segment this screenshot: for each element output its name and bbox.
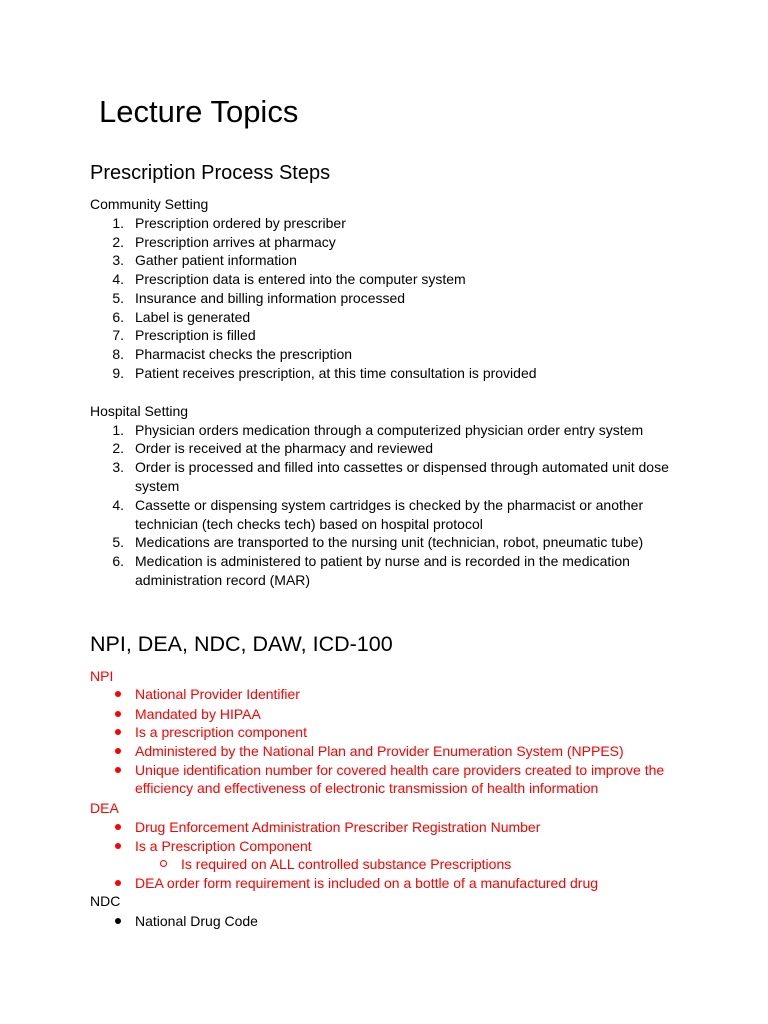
list-number: 8.	[112, 346, 124, 362]
bullet-icon	[115, 691, 121, 697]
list-number: 9.	[112, 365, 124, 381]
hospital-setting-label: Hospital Setting	[90, 403, 189, 419]
bullet-icon	[115, 767, 121, 773]
bullet-icon	[115, 711, 121, 717]
bullet-icon	[115, 748, 121, 754]
list-item: Is a prescription component	[135, 724, 307, 740]
list-number: 6.	[112, 553, 124, 569]
list-number: 2.	[112, 440, 124, 456]
community-setting-label: Community Setting	[90, 196, 209, 212]
bullet-icon	[115, 918, 121, 924]
list-number: 1.	[112, 422, 124, 438]
list-item-continuation: system	[135, 478, 180, 494]
list-item: Order is processed and filled into cassettes or dispensed through automated unit dose	[135, 459, 669, 475]
list-number: 7.	[112, 327, 124, 343]
list-item: National Drug Code	[135, 913, 258, 929]
list-item-nested: Is required on ALL controlled substance Prescriptions	[181, 856, 512, 872]
list-item: Medications are transported to the nursing unit (technician, robot, pneumatic tube)	[135, 534, 644, 550]
bullet-icon	[115, 729, 121, 735]
list-number: 5.	[112, 290, 124, 306]
list-number: 2.	[112, 234, 124, 250]
dea-label: DEA	[90, 800, 119, 816]
list-item: Unique identification number for covered health care providers created to improve the	[135, 762, 665, 778]
list-item: Cassette or dispensing system cartridges is checked by the pharmacist or another	[135, 497, 644, 513]
list-item: Is a Prescription Component	[135, 838, 312, 854]
list-number: 1.	[112, 215, 124, 231]
list-number: 4.	[112, 497, 124, 513]
list-item-continuation: administration record (MAR)	[135, 572, 311, 588]
list-item: Prescription data is entered into the computer system	[135, 271, 466, 287]
list-number: 4.	[112, 271, 124, 287]
section-heading-npi-dea-ndc: NPI, DEA, NDC, DAW, ICD-100	[90, 632, 393, 656]
npi-label: NPI	[90, 668, 114, 684]
list-item: Administered by the National Plan and Provider Enumeration System (NPPES)	[135, 743, 624, 759]
list-item: National Provider Identifier	[135, 686, 300, 702]
list-item-continuation: technician (tech checks tech) based on hospital protocol	[135, 516, 483, 532]
bullet-icon	[115, 824, 121, 830]
list-item: Label is generated	[135, 309, 251, 325]
list-item: Mandated by HIPAA	[135, 706, 261, 722]
list-item: Drug Enforcement Administration Prescriber Registration Number	[135, 819, 541, 835]
list-item: Patient receives prescription, at this time consultation is provided	[135, 365, 537, 381]
section-heading-prescription-process: Prescription Process Steps	[90, 162, 331, 184]
bullet-icon	[115, 843, 121, 849]
hollow-bullet-icon	[160, 860, 167, 867]
list-item: Gather patient information	[135, 252, 297, 268]
list-item: Pharmacist checks the prescription	[135, 346, 353, 362]
bullet-icon	[115, 880, 121, 886]
document-title: Lecture Topics	[99, 94, 299, 129]
list-item: Prescription is filled	[135, 327, 256, 343]
list-item: DEA order form requirement is included on a bottle of a manufactured drug	[135, 875, 599, 891]
list-item: Prescription arrives at pharmacy	[135, 234, 336, 250]
list-item: Medication is administered to patient by nurse and is recorded in the medication	[135, 553, 630, 569]
list-item: Prescription ordered by prescriber	[135, 215, 346, 231]
list-number: 5.	[112, 534, 124, 550]
list-item: Physician orders medication through a computerized physician order entry system	[135, 422, 644, 438]
list-item: Order is received at the pharmacy and reviewed	[135, 440, 434, 456]
list-number: 3.	[112, 252, 124, 268]
list-number: 6.	[112, 309, 124, 325]
list-item-continuation: efficiency and effectiveness of electronic transmission of health information	[135, 780, 599, 796]
ndc-label: NDC	[90, 893, 121, 909]
list-number: 3.	[112, 459, 124, 475]
list-item: Insurance and billing information processed	[135, 290, 406, 306]
